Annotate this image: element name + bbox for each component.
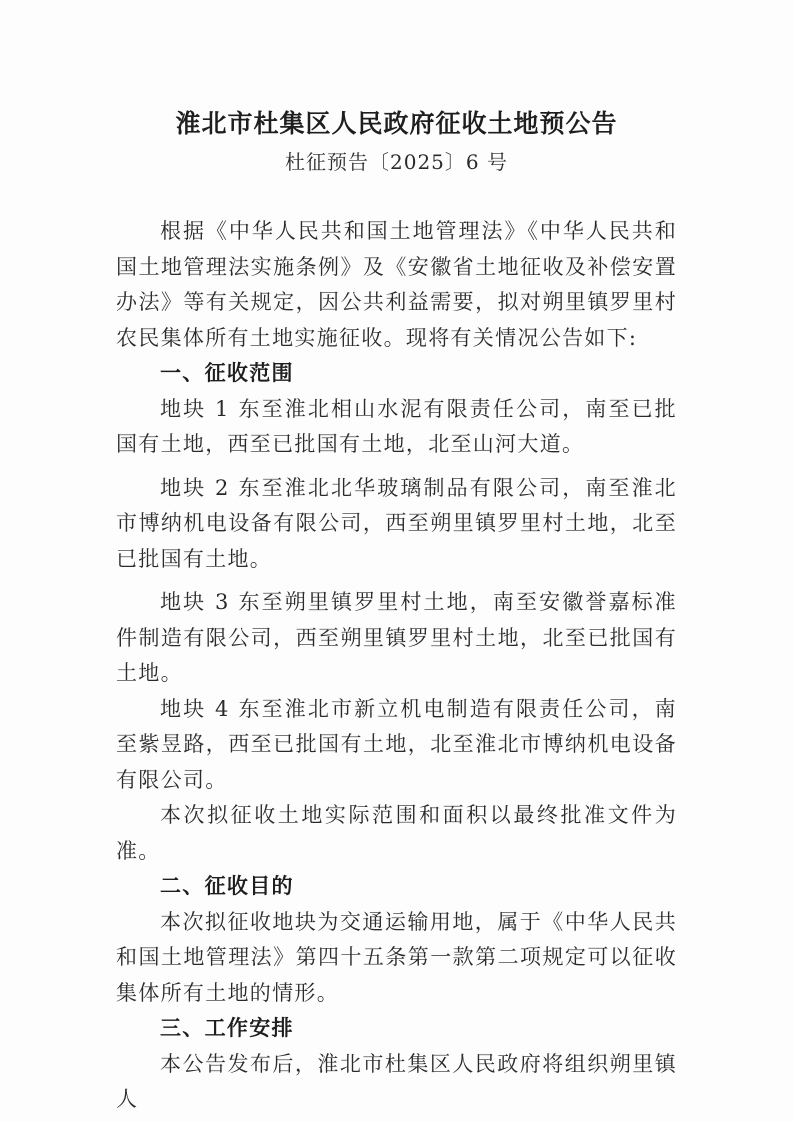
purpose-paragraph: 本次拟征收地块为交通运输用地，属于《中华人民共和国土地管理法》第四十五条第一款第二项规定可以征收集体所有土地的情形。 — [116, 909, 677, 1005]
parcel-1-paragraph: 地块 1 东至淮北相山水泥有限责任公司，南至已批国有土地，西至已批国有土地，北至山河大道。 — [116, 396, 677, 456]
section-heading-scope: 一、征收范围 — [160, 361, 294, 385]
document-body — [116, 214, 677, 1118]
parcel-3-paragraph: 地块 3 东至朔里镇罗里村土地，南至安徽誉嘉标准件制造有限公司，西至朔里镇罗里村土地，北至已批国有土地。 — [116, 590, 677, 685]
arrangement-paragraph: 本公告发布后，淮北市杜集区人民政府将组织朔里镇人 — [116, 1051, 677, 1111]
parcel-4-paragraph: 地块 4 东至淮北市新立机电制造有限责任公司，南至紫昱路，西至已批国有土地，北至淮北市博纳机电设备有限公司。 — [116, 696, 677, 792]
intro-paragraph: 根据《中华人民共和国土地管理法》《中华人民共和国土地管理法实施条例》及《安徽省土地征收及补偿安置办法》等有关规定，因公共利益需要，拟对朔里镇罗里村农民集体所有土地实施征收。现将有关情况公告如下: — [116, 219, 677, 350]
document-title: 淮北市杜集区人民政府征收土地预公告 — [175, 109, 618, 138]
parcel-2-paragraph: 地块 2 东至淮北北华玻璃制品有限公司，南至淮北市博纳机电设备有限公司，西至朔里镇罗里村土地，北至已批国有土地。 — [116, 475, 677, 571]
section-heading-arrangement: 三、工作安排 — [160, 1016, 294, 1040]
document-number: 杜征预告〔2025〕6 号 — [285, 150, 508, 174]
scope-note-paragraph: 本次拟征收土地实际范围和面积以最终批准文件为准。 — [116, 803, 677, 863]
section-heading-purpose: 二、征收目的 — [160, 874, 294, 898]
